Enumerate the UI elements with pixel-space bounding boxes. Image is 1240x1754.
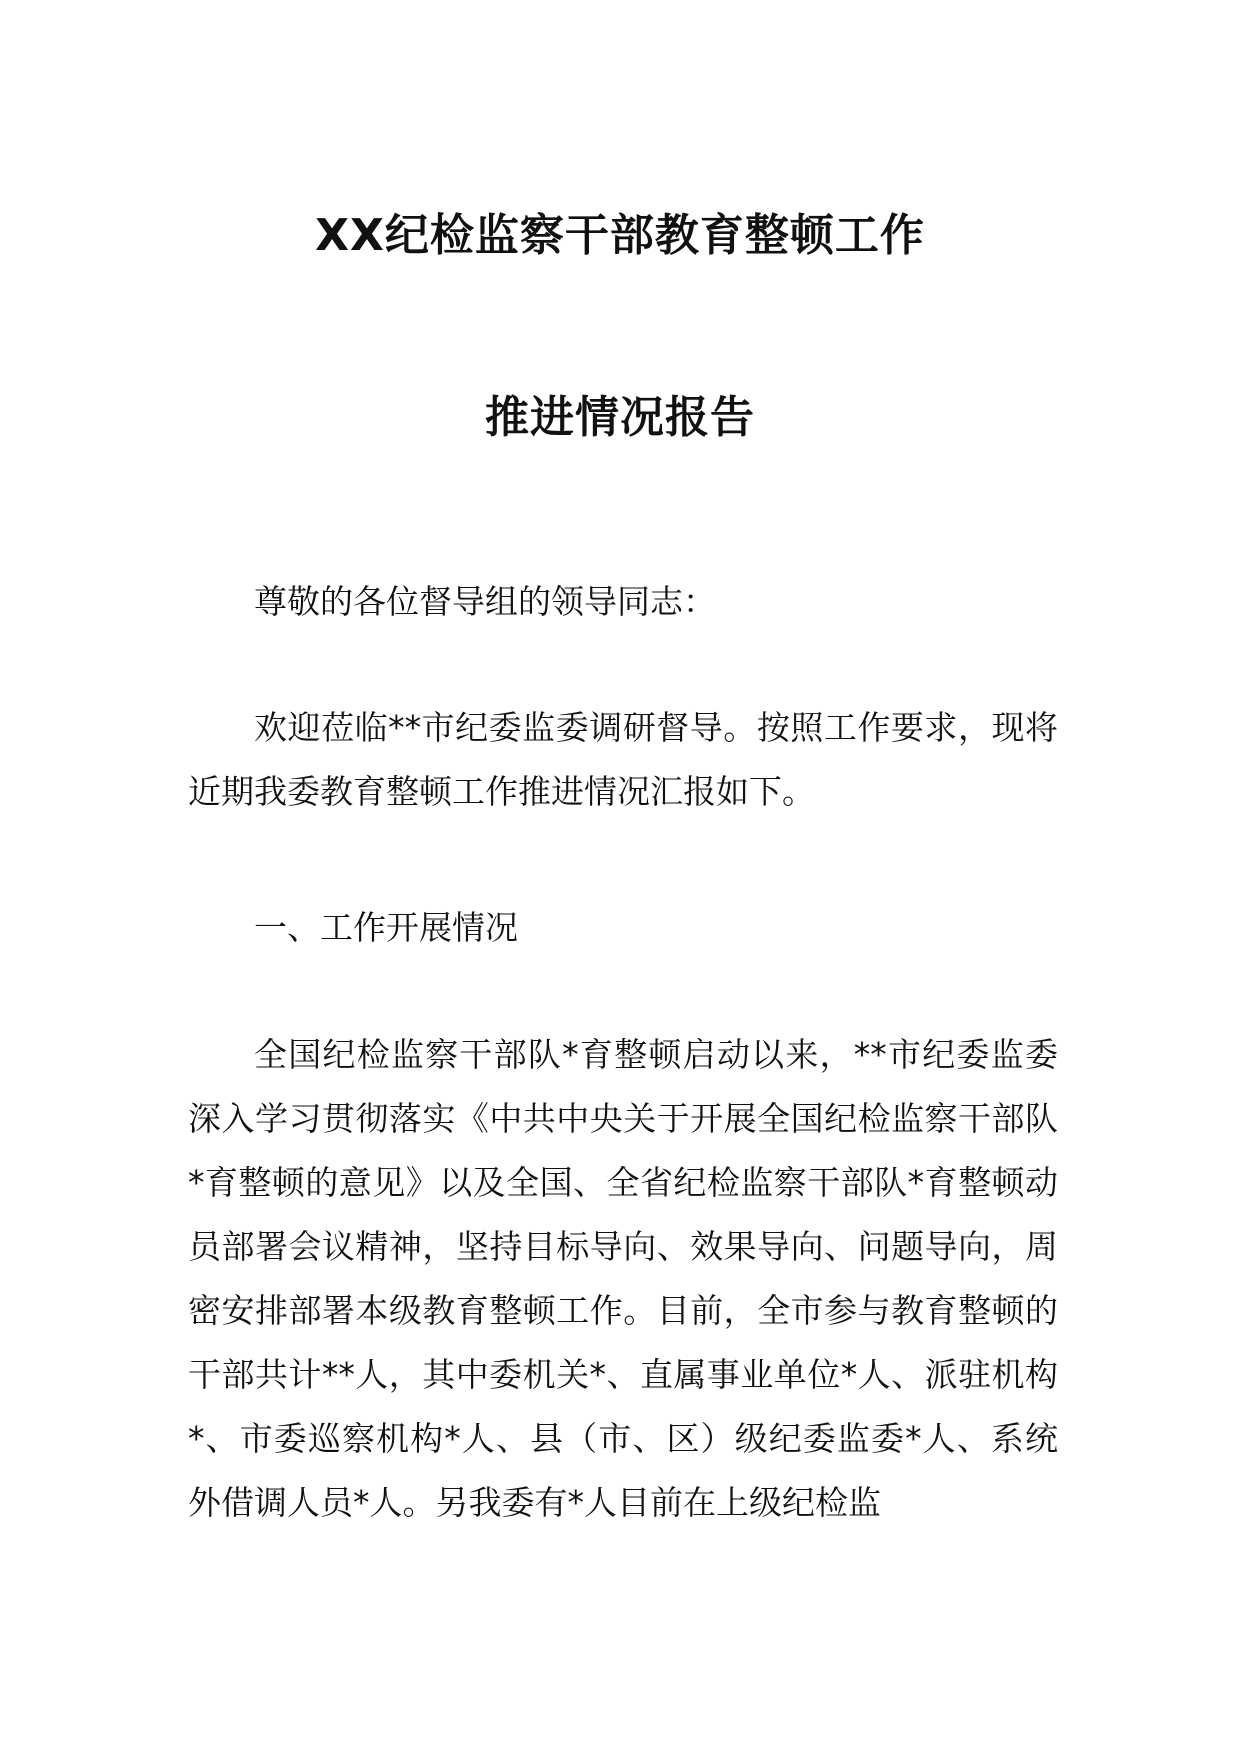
document-title-line-2: 推进情况报告 (485, 392, 755, 443)
intro-paragraph: 欢迎莅临**市纪委监委调研督导。按照工作要求，现将近期我委教育整顿工作推进情况汇报如下。 (188, 708, 1058, 811)
salutation: 尊敬的各位督导组的领导同志： (254, 582, 716, 621)
section-heading: 一、工作开展情况 (254, 908, 518, 947)
section-paragraph: 全国纪检监察干部队*育整顿启动以来，**市纪委监委深入学习贯彻落实《中共中央关于开展全国纪检监察干部队*育整顿的意见》以及全国、全省纪检监察干部队*育整顿动员部署会议精神，坚持目标导向、效果导向、问题导向，周密安排部署本级教育整顿工作。目前，全市参与教育整顿的干部共计**人，其中委机关*、直属事业单位*人、派驻机构*、市委巡察机构*人、县（市、区）级纪委监委*人、系统外借调人员*人。另我委有*人目前在上级纪检监 (188, 1035, 1058, 1522)
document-title-line-1: XX纪检监察干部教育整顿工作 (315, 210, 925, 261)
